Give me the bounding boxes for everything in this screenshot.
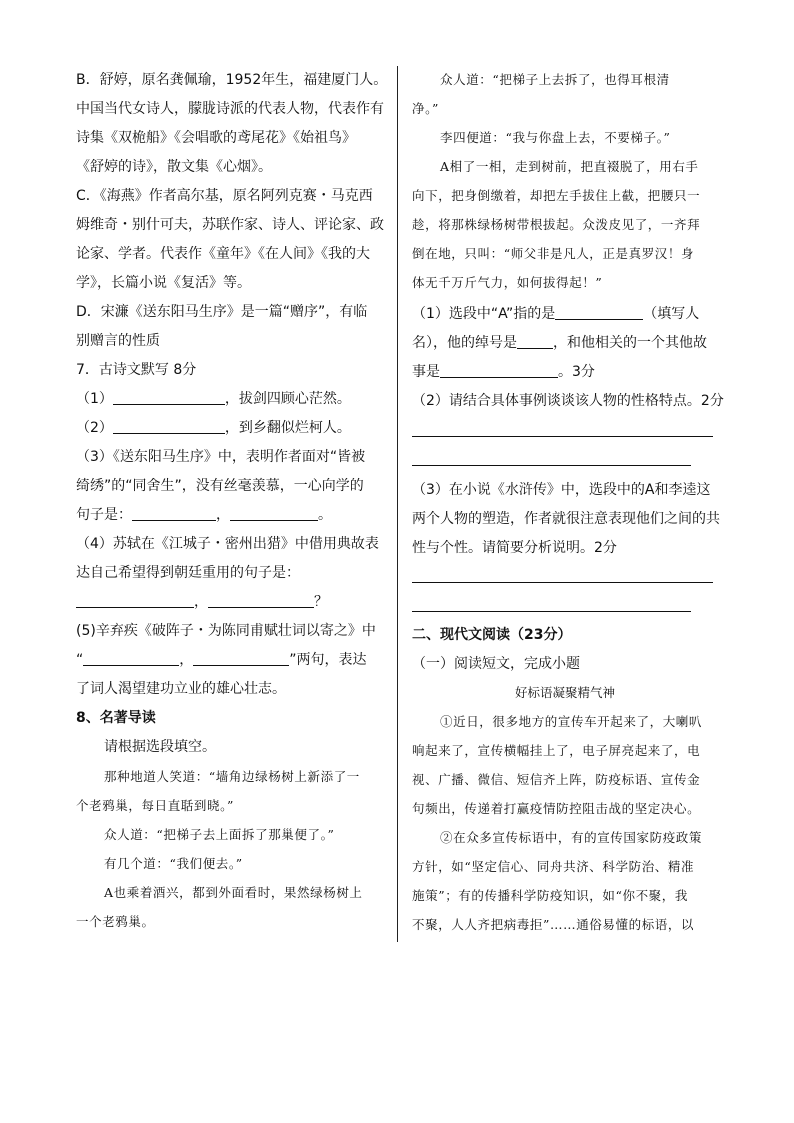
passage-line: 体无千万斤气力，如何拔得起！” xyxy=(412,275,603,290)
answer-blank[interactable] xyxy=(83,650,179,666)
q7-item-4-line: （4）苏轼在《江城子・密州出猎》中借用典故表 xyxy=(76,536,379,552)
q7-item-4-question: ？ xyxy=(314,594,328,610)
passage-line: A也乘着酒兴，都到外面看时，果然绿杨树上 xyxy=(104,885,363,900)
q8-item-1-prefix: （1）选段中“A”指的是 xyxy=(412,306,556,322)
article-line: 响起来了，宣传横幅挂上了，电子屏亮起来了，电 xyxy=(412,743,701,758)
q8-item-1-line xyxy=(412,304,699,324)
q6-option-c-line: 论家、学者。代表作《童年》《在人间》《我的大 xyxy=(76,246,370,262)
passage-line: 李四便道：“我与你盘上去，不要梯子。” xyxy=(440,130,671,145)
q6-option-c-line: 姆维奇・别什可夫，苏联作家、诗人、评论家、政 xyxy=(76,217,384,233)
q6-option-c-line: 学》，长篇小说《复活》等。 xyxy=(76,275,251,291)
article-line: 方针，如“坚定信心、同舟共济、科学防治、精准 xyxy=(412,859,695,874)
answer-blank[interactable] xyxy=(76,592,194,608)
article-line: ②在众多宣传标语中，有的宣传国家防疫政策 xyxy=(440,830,703,845)
answer-blank[interactable] xyxy=(113,418,225,434)
q7-item-3-period: 。 xyxy=(318,507,332,523)
q8-item-1-suffix: （填写人 xyxy=(643,306,700,322)
q7-item-2-text: ，到乡翻似烂柯人。 xyxy=(224,420,351,436)
answer-line[interactable] xyxy=(412,436,713,437)
q8-item-1-score: 。3分 xyxy=(558,364,595,380)
q7-item-3-line: 绮绣”的“同舍生”，没有丝毫羡慕，一心向学的 xyxy=(76,478,364,494)
q7-item-5-suffix: ”两句，表达 xyxy=(289,652,367,668)
column-divider xyxy=(397,66,398,942)
answer-blank[interactable] xyxy=(230,505,318,521)
answer-blank[interactable] xyxy=(555,304,643,320)
q6-option-b-line: 《舒婷的诗》，散文集《心烟》。 xyxy=(76,159,272,175)
q8-item-2: （2）请结合具体事例谈谈该人物的性格特点。2分 xyxy=(412,393,724,409)
q7-item-2-number: （2） xyxy=(76,420,113,436)
q7-item-4-line: 达自己希望得到朝廷重用的句子是： xyxy=(76,565,300,581)
passage-line: 那种地道人笑道：“墙角边绿杨树上新添了一 xyxy=(104,769,360,784)
q6-option-b-line: B．舒婷，原名龚佩瑜，1952年生，福建厦门人。 xyxy=(76,72,388,88)
q8-item-1-line xyxy=(412,362,595,382)
q7-item-3-line: （3）《送东阳马生序》中，表明作者面对“皆被 xyxy=(76,449,366,465)
article-line: 视、广播、微信、短信齐上阵，防疫标语、宣传金 xyxy=(412,772,701,787)
passage-line: 有几个道：“我们便去。” xyxy=(104,856,243,871)
q7-heading: 7．古诗文默写 8分 xyxy=(76,362,197,378)
section-2-heading: 二、现代文阅读（23分） xyxy=(412,627,572,643)
answer-blank[interactable] xyxy=(193,650,289,666)
q7-item-5-line xyxy=(76,650,367,670)
q8-item-1-story-prefix: 事是 xyxy=(412,364,440,380)
q7-item-4-line xyxy=(76,592,328,612)
answer-line[interactable] xyxy=(412,465,691,466)
q8-item-1-line xyxy=(412,333,707,353)
answer-blank[interactable] xyxy=(440,362,558,378)
passage-line: 倒在地，只叫：“师父非是凡人，正是真罗汉！身 xyxy=(412,246,695,261)
passage-line: 净。” xyxy=(412,101,439,116)
answer-blank[interactable] xyxy=(208,592,314,608)
q8-item-3-line: 性与个性。请简要分析说明。2分 xyxy=(412,540,617,556)
answer-blank[interactable] xyxy=(113,389,225,405)
passage-line: 个老鸦巢，每日直聒到晓。” xyxy=(76,798,234,813)
q8-item-1-nickname-suffix: ，和他相关的一个其他故 xyxy=(553,335,707,351)
answer-blank[interactable] xyxy=(132,505,216,521)
passage-line: 趁，将那株绿杨树带根拔起。众泼皮见了，一齐拜 xyxy=(412,217,701,232)
section-2-subheading: （一）阅读短文，完成小题 xyxy=(412,656,580,672)
q7-item-5-line: 了词人渴望建功立业的雄心壮志。 xyxy=(76,681,286,697)
q7-item-5-comma: ， xyxy=(179,652,194,668)
q7-item-3-line xyxy=(76,505,332,525)
passage-line: 一个老鸦巢。 xyxy=(76,914,155,929)
q8-item-3-line: （3）在小说《水浒传》中，选段中的A和李逵这 xyxy=(412,482,711,498)
q6-option-c-line: C．《海燕》作者高尔基，原名阿列克赛・马克西 xyxy=(76,188,373,204)
q8-item-3-line: 两个人物的塑造，作者就很注意表现他们之间的共 xyxy=(412,511,720,527)
answer-line[interactable] xyxy=(412,611,691,612)
q7-item-1-text: ，拔剑四顾心茫然。 xyxy=(224,391,351,407)
passage-line: 众人道：“把梯子上去拆了，也得耳根清 xyxy=(440,72,670,87)
q7-item-1 xyxy=(76,389,351,409)
q6-option-d-line: 别赠言的性质 xyxy=(76,333,160,349)
q6-option-d-line: D．宋濂《送东阳马生序》是一篇“赠序”，有临 xyxy=(76,304,368,320)
passage-line: A相了一相，走到树前，把直裰脱了，用右手 xyxy=(440,159,699,174)
q8-item-1-nickname-prefix: 名），他的绰号是 xyxy=(412,335,517,351)
q6-option-b-line: 中国当代女诗人，朦胧诗派的代表人物，代表作有 xyxy=(76,101,384,117)
q7-item-3-prefix: 句子是： xyxy=(76,507,132,523)
q6-option-b-line: 诗集《双桅船》《会唱歌的鸢尾花》《始祖鸟》 xyxy=(76,130,356,146)
q7-item-4-comma: ， xyxy=(194,594,208,610)
passage-line: 众人道：“把梯子去上面拆了那巢便了。” xyxy=(104,827,335,842)
article-line: 句频出，传递着打赢疫情防控阻击战的坚定决心。 xyxy=(412,801,701,816)
q7-item-1-number: （1） xyxy=(76,391,113,407)
answer-line[interactable] xyxy=(412,582,713,583)
q8-instruction: 请根据选段填空。 xyxy=(104,739,216,755)
article-line: 施策”；有的传播科学防疫知识，如“你不聚，我 xyxy=(412,888,688,903)
q7-item-2 xyxy=(76,418,351,438)
article-line: ①近日，很多地方的宣传车开起来了，大喇叭 xyxy=(440,714,703,729)
article-title: 好标语凝聚精气神 xyxy=(514,685,615,700)
q7-item-5-open-quote: “ xyxy=(76,652,84,668)
q8-heading: 8、名著导读 xyxy=(76,710,156,726)
q7-item-3-comma: ， xyxy=(216,507,230,523)
article-line: 不聚，人人齐把病毒拒”……通俗易懂的标语，以 xyxy=(412,917,695,932)
answer-blank[interactable] xyxy=(517,333,553,349)
q7-item-5-line: (5)辛弃疾《破阵子・为陈同甫赋壮词以寄之》中 xyxy=(76,623,376,639)
passage-line: 向下，把身倒缴着，却把左手拔住上截，把腰只一 xyxy=(412,188,701,203)
